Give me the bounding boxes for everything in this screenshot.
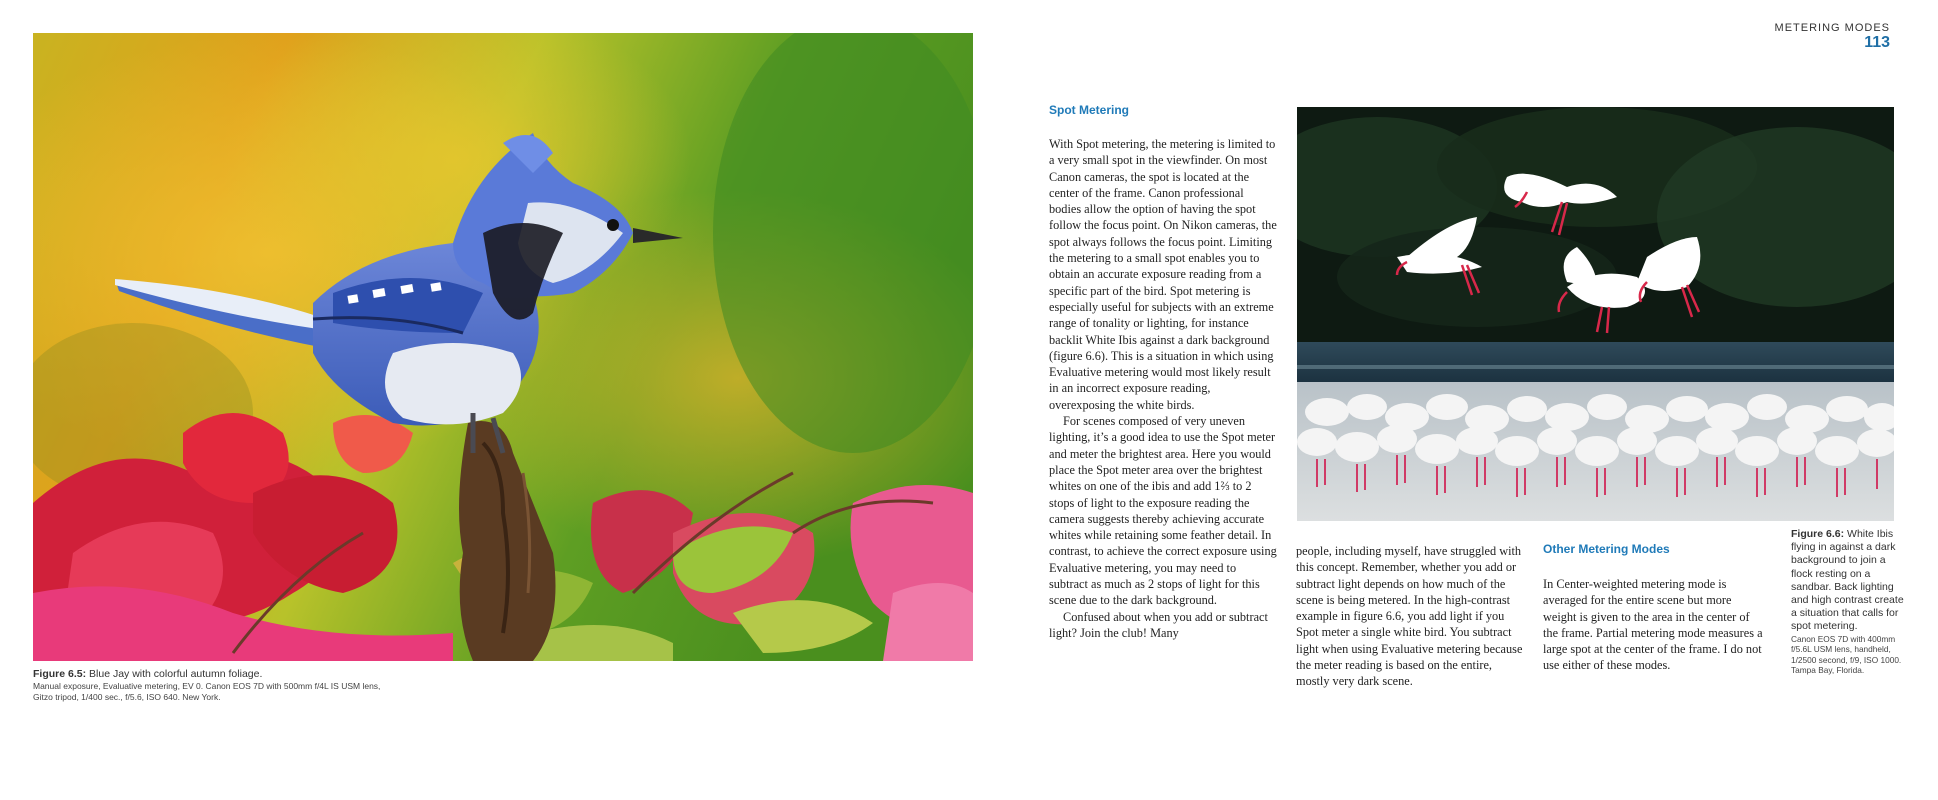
paragraph: In Center-weighted metering mode is averaged for the entire scene but more weight is given to the area in the center of the frame. Partial metering mode measures a large spot at the center of the frame. I do not use either of these modes. xyxy=(1543,577,1763,673)
paragraph: With Spot metering, the metering is limited to a very small spot in the viewfinder. On most Canon cameras, the spot is located at the center of the frame. Canon professional bodies allow the option of having the spot follow the focus point. On Nikon cameras, the spot always follows the focus point. Limiting the metering to a small spot enables you to obtain an accurate exposure reading from a specific part of the bird. Spot metering is especially useful for subjects with an extreme range of tonality or lighting, for instance backlit White Ibis against a dark background (figure 6.6). This is a situation in which using Evaluative metering would most likely result in an incorrect exposure reading, overexposing the white birds. xyxy=(1049,137,1277,412)
section-heading-spot-metering: Spot Metering xyxy=(1049,103,1129,117)
body-column-2 xyxy=(1296,543,1524,690)
paragraph: people, including myself, have struggled with this concept. Remember, whether you add or subtract light depends on how much of the scene is being metered. In the high-contrast example in figure 6.6, you add light if you Spot meter a single white bird. You subtract light when using Evaluative metering because the meter reading is based on the entire, mostly very dark scene. xyxy=(1296,544,1523,689)
section-heading-other-metering-modes: Other Metering Modes xyxy=(1543,542,1670,556)
page-number: 113 xyxy=(1864,34,1890,51)
figure-caption-details: Manual exposure, Evaluative metering, EV 0. Canon EOS 7D with 500mm f/4L IS USM lens, Gitzo tripod, 1/400 sec., f/5.6, ISO 640. New York. xyxy=(33,681,381,702)
paragraph: For scenes composed of very uneven lighting, it’s a good idea to use the Spot meter and meter the brightest area. Here you would place the Spot meter area over the brightest whites on one of the ibis and add 1⅔ to 2 stops of light to the exposure reading the camera suggests thereby achieving accurate whites while retaining some feather detail. In contrast, to achieve the correct exposure using Evaluative metering, you may need to subtract as much as 2 stops of light for this scene due to the dark background. xyxy=(1049,414,1277,608)
body-column-1 xyxy=(1049,136,1277,641)
white-ibis-photo xyxy=(1297,107,1894,521)
figure-6-6-caption xyxy=(1791,528,1909,676)
figure-6-5-caption xyxy=(33,667,553,703)
figure-label: Figure 6.5: xyxy=(33,668,87,680)
figure-caption-details: Canon EOS 7D with 400mm f/5.6L USM lens, handheld, 1/2500 second, f/9, ISO 1000. Tampa Bay, Florida. xyxy=(1791,633,1902,676)
paragraph: Confused about when you add or subtract light? Join the club! Many xyxy=(1049,609,1268,640)
running-header-title: METERING MODES xyxy=(1774,22,1890,34)
blue-jay-photo xyxy=(33,33,973,661)
figure-caption-text: Blue Jay with colorful autumn foliage. xyxy=(89,668,263,680)
body-column-3 xyxy=(1543,576,1765,674)
figure-caption-text: White Ibis flying in against a dark background to join a flock resting on a sandbar. Back lighting and high contrast create a situation that calls for spot metering. xyxy=(1791,528,1904,633)
figure-label: Figure 6.6: xyxy=(1791,528,1845,540)
